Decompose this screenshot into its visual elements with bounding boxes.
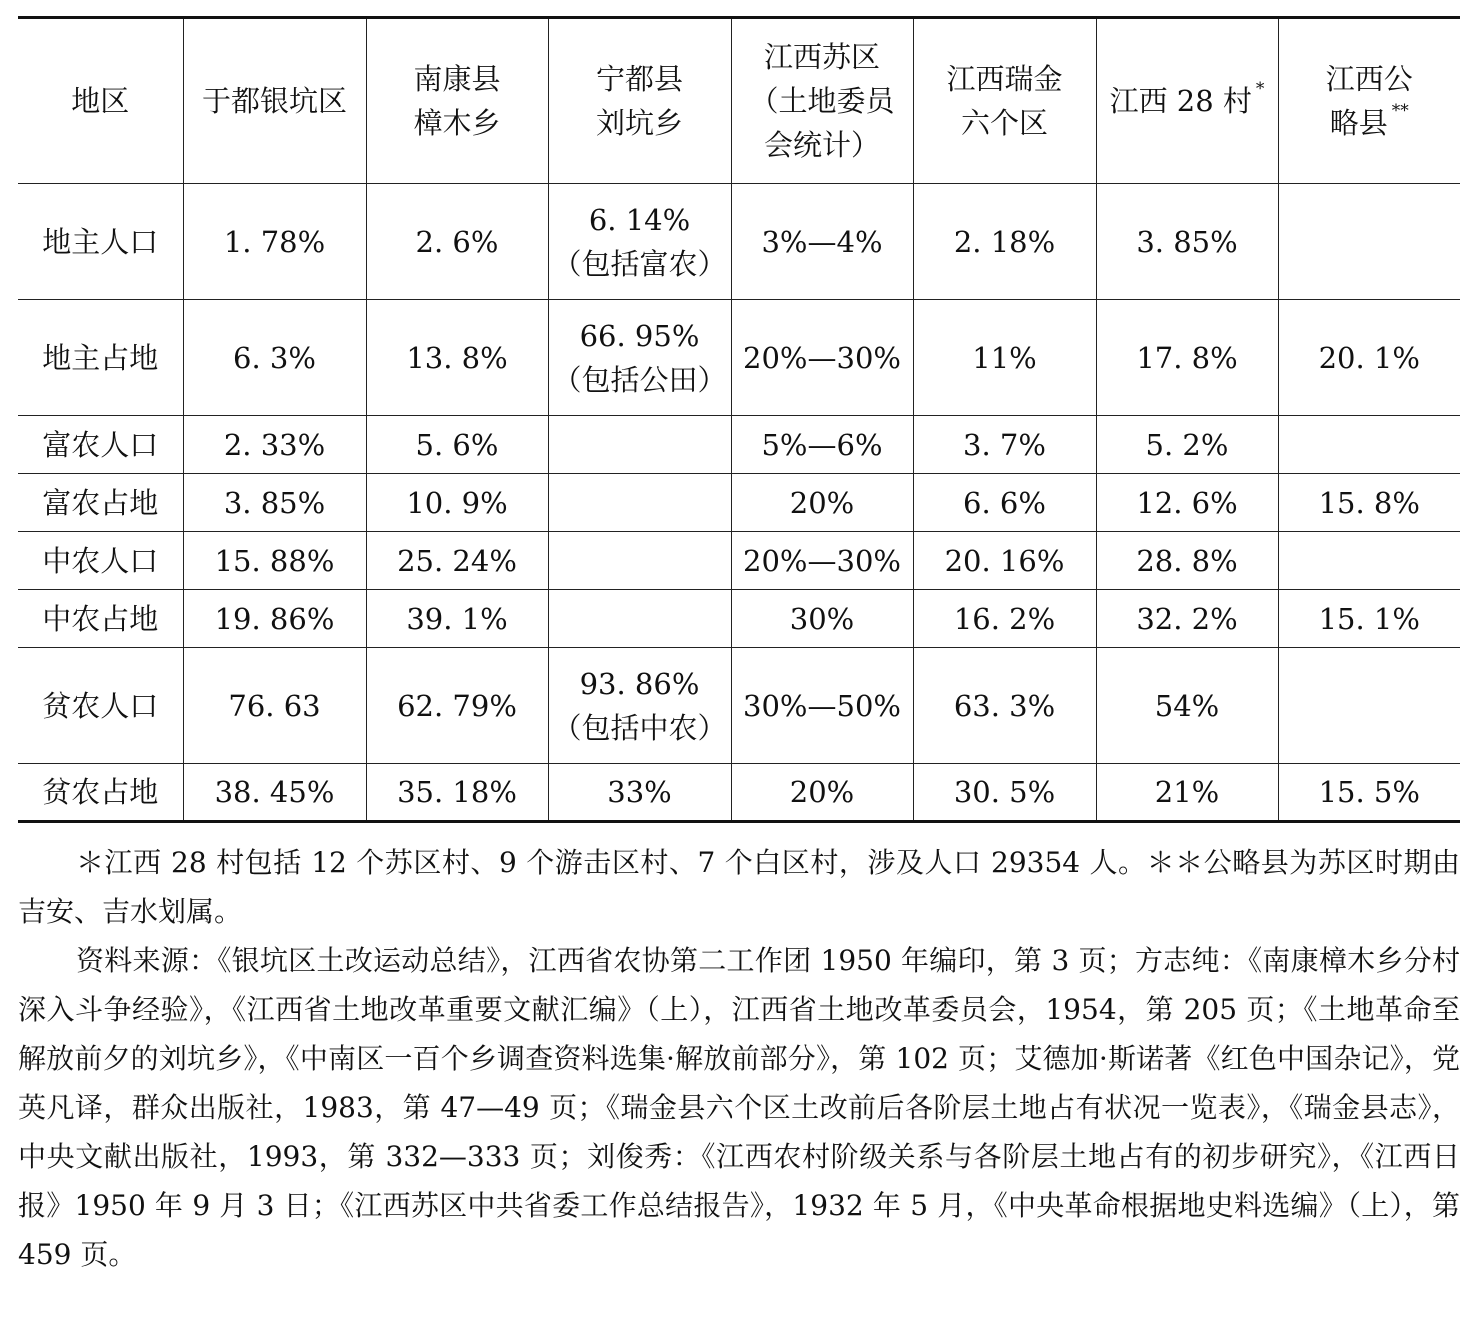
table-cell bbox=[1278, 648, 1460, 764]
table-cell: 17. 8% bbox=[1096, 300, 1278, 416]
table-row bbox=[18, 416, 1460, 474]
row-label: 贫农占地 bbox=[18, 764, 183, 822]
header-ningdu-liukeng: 宁都县 刘坑乡 bbox=[548, 18, 731, 184]
table-cell: 15. 5% bbox=[1278, 764, 1460, 822]
table-cell: 5. 6% bbox=[366, 416, 548, 474]
table-cell: 39. 1% bbox=[366, 590, 548, 648]
table-cell: 10. 9% bbox=[366, 474, 548, 532]
row-label: 贫农人口 bbox=[18, 648, 183, 764]
table-cell: 32. 2% bbox=[1096, 590, 1278, 648]
table-cell: 30%—50% bbox=[731, 648, 913, 764]
table-cell: 6. 6% bbox=[913, 474, 1096, 532]
table-cell: 20%—30% bbox=[731, 532, 913, 590]
table-cell: 2. 33% bbox=[183, 416, 366, 474]
table-cell: 3. 7% bbox=[913, 416, 1096, 474]
table-row bbox=[18, 532, 1460, 590]
table-cell bbox=[548, 474, 731, 532]
table-cell: 93. 86% （包括中农） bbox=[548, 648, 731, 764]
header-jiangxi-28-label: 江西 28 村 bbox=[1109, 84, 1252, 118]
table-cell: 6. 3% bbox=[183, 300, 366, 416]
table-cell: 54% bbox=[1096, 648, 1278, 764]
table-cell: 25. 24% bbox=[366, 532, 548, 590]
footnote-mark: ** bbox=[1391, 101, 1409, 122]
table-cell: 15. 88% bbox=[183, 532, 366, 590]
table-row bbox=[18, 474, 1460, 532]
table-cell: 20%—30% bbox=[731, 300, 913, 416]
table-cell: 3. 85% bbox=[183, 474, 366, 532]
row-label: 中农占地 bbox=[18, 590, 183, 648]
header-ruijin-six-districts: 江西瑞金 六个区 bbox=[913, 18, 1096, 184]
table-cell: 30. 5% bbox=[913, 764, 1096, 822]
row-label: 富农人口 bbox=[18, 416, 183, 474]
sources-text: 资料来源：《银坑区土改运动总结》，江西省农协第二工作团 1950 年编印，第 3 页；方志纯：《南康樟木乡分村深入斗争经验》，《江西省土地改革重要文献汇编》（上），江西省土地改革委员会，1954，第 205 页；《土地革命至解放前夕的刘坑乡》，《中南区一百个乡调查资料选集·解放前部分》，第 102 页；艾德加·斯诺著《红色中国杂记》，党英凡译，群众出版社，1983，第 47—49 页；《瑞金县六个区土改前后各阶层土地占有状况一览表》，《瑞金县志》，中央文献出版社，1993，第 332—333 页；刘俊秀：《江西农村阶级关系与各阶层土地占有的初步研究》，《江西日报》1950 年 9 月 3 日；《江西苏区中共省委工作总结报告》，1932 年 5 月，《中央革命根据地史料选编》（上），第 459 页。 bbox=[18, 944, 1460, 1271]
table-cell: 3%—4% bbox=[731, 184, 913, 300]
table-cell: 20% bbox=[731, 474, 913, 532]
row-label: 地主占地 bbox=[18, 300, 183, 416]
table-cell: 11% bbox=[913, 300, 1096, 416]
table-cell: 76. 63 bbox=[183, 648, 366, 764]
header-row bbox=[18, 18, 1460, 184]
table-cell: 2. 18% bbox=[913, 184, 1096, 300]
table-cell: 13. 8% bbox=[366, 300, 548, 416]
table-cell: 15. 8% bbox=[1278, 474, 1460, 532]
table-cell: 16. 2% bbox=[913, 590, 1096, 648]
table-cell: 62. 79% bbox=[366, 648, 548, 764]
table-cell: 28. 8% bbox=[1096, 532, 1278, 590]
table-cell: 20. 1% bbox=[1278, 300, 1460, 416]
footnote-text: ＊江西 28 村包括 12 个苏区村、9 个游击区村、7 个白区村，涉及人口 29354 人。＊＊公略县为苏区时期由吉安、吉水划属。 bbox=[18, 846, 1460, 928]
table-row bbox=[18, 764, 1460, 822]
table-cell: 30% bbox=[731, 590, 913, 648]
table-cell: 20. 16% bbox=[913, 532, 1096, 590]
table-cell: 2. 6% bbox=[366, 184, 548, 300]
table-cell: 20% bbox=[731, 764, 913, 822]
table-row bbox=[18, 648, 1460, 764]
table-cell bbox=[548, 532, 731, 590]
table-cell: 63. 3% bbox=[913, 648, 1096, 764]
footnote-mark: * bbox=[1255, 79, 1265, 100]
header-nankang-zhangmu: 南康县 樟木乡 bbox=[366, 18, 548, 184]
header-jiangxi-28-villages bbox=[1096, 18, 1278, 184]
header-yudu-yinkeng: 于都银坑区 bbox=[183, 18, 366, 184]
table-cell bbox=[1278, 532, 1460, 590]
table-cell: 6. 14% （包括富农） bbox=[548, 184, 731, 300]
table-notes bbox=[18, 838, 1460, 1279]
header-region: 地区 bbox=[18, 18, 183, 184]
table-cell: 15. 1% bbox=[1278, 590, 1460, 648]
table-cell: 3. 85% bbox=[1096, 184, 1278, 300]
table-cell: 35. 18% bbox=[366, 764, 548, 822]
row-label: 富农占地 bbox=[18, 474, 183, 532]
table-cell: 33% bbox=[548, 764, 731, 822]
land-distribution-table bbox=[18, 16, 1460, 823]
header-gonglue-county bbox=[1278, 18, 1460, 184]
table-body bbox=[18, 184, 1460, 822]
table-cell bbox=[1278, 416, 1460, 474]
header-gonglue-label: 江西公 略县 bbox=[1325, 62, 1413, 140]
table-cell: 1. 78% bbox=[183, 184, 366, 300]
table-row bbox=[18, 184, 1460, 300]
row-label: 地主人口 bbox=[18, 184, 183, 300]
table-cell bbox=[1278, 184, 1460, 300]
table-cell bbox=[548, 416, 731, 474]
table-row bbox=[18, 590, 1460, 648]
table-cell: 66. 95% （包括公田） bbox=[548, 300, 731, 416]
table-cell: 5. 2% bbox=[1096, 416, 1278, 474]
header-jiangxi-soviet: 江西苏区 （土地委员 会统计） bbox=[731, 18, 913, 184]
table-row bbox=[18, 300, 1460, 416]
table-cell: 5%—6% bbox=[731, 416, 913, 474]
row-label: 中农人口 bbox=[18, 532, 183, 590]
table-cell: 12. 6% bbox=[1096, 474, 1278, 532]
table-cell: 38. 45% bbox=[183, 764, 366, 822]
table-cell bbox=[548, 590, 731, 648]
table-cell: 21% bbox=[1096, 764, 1278, 822]
table-cell: 19. 86% bbox=[183, 590, 366, 648]
